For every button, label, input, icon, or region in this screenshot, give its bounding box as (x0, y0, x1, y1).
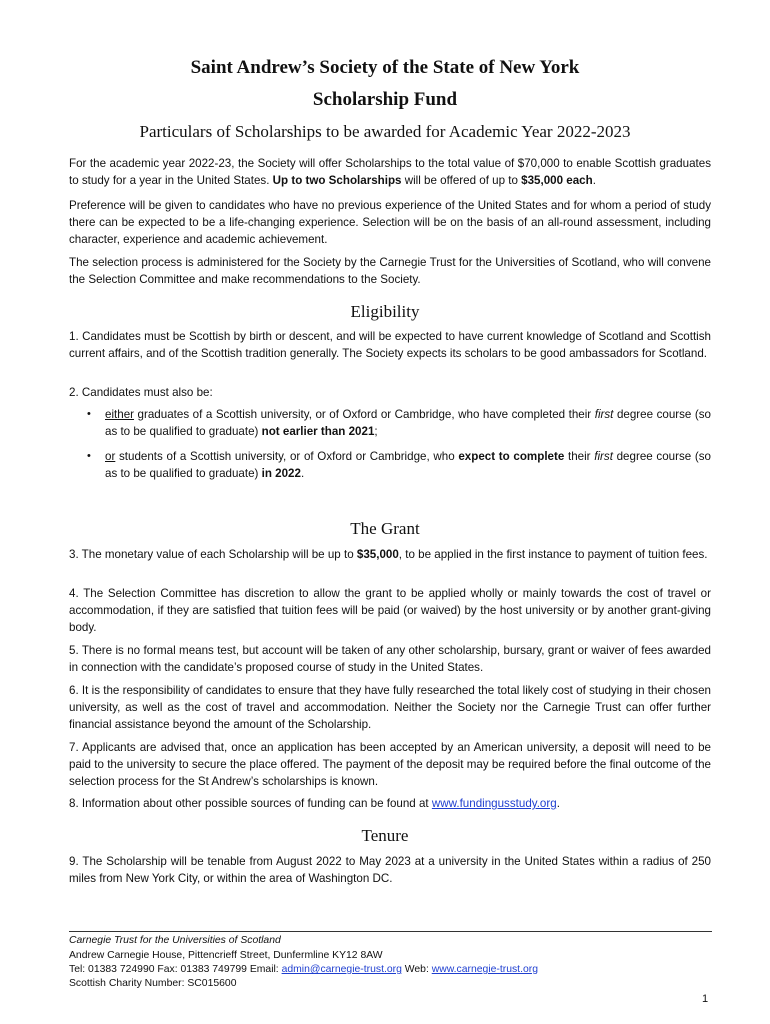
text-run: graduates of a Scottish university, or of Oxford or Cambridge, who have completed their (134, 408, 595, 421)
text-run: . (556, 797, 560, 810)
text-run: degree course (so as to be qualified to graduate) (105, 450, 711, 480)
text-run: 3. The monetary value of each Scholarship will be up to (69, 548, 357, 561)
footer-divider (69, 931, 712, 932)
text-run: . (592, 174, 596, 187)
text-run-bold: Up to two Scholarships (272, 174, 402, 187)
grant-item-3 (69, 546, 711, 563)
grant-item-4: 4. The Selection Committee has discretion to allow the grant to be applied wholly or mainly towards the cost of travel or accommodation, if they are satisfied that tuition fees will be paid (or waived) by the host university or by another grant-giving body. (69, 587, 711, 634)
text-run: degree course (so as to be qualified to graduate) (105, 408, 712, 438)
text-run: 8. Information about other possible sources of funding can be found at (69, 797, 432, 810)
footer-org (69, 934, 711, 949)
text-run-bold: in 2022 (261, 467, 301, 480)
text-run: For the academic year 2022-23, the Society will offer Scholarships to the total value of $70,000 to enable Scottish graduates to study for a year in the United States. (69, 157, 711, 187)
text-run-bold: not earlier than 2021 (261, 425, 375, 438)
grant-item-6: 6. It is the responsibility of candidates to ensure that they have fully researched the total likely cost of studying in their chosen university, as well as the cost of travel and accommodation. Neither the Society nor the Carnegie Trust can offer further financial assistance beyond the amount of the Scholarship. (69, 684, 711, 731)
text-run-italic: first (594, 450, 613, 463)
email-link[interactable]: admin@carnegie-trust.org (281, 964, 402, 975)
intro-paragraph-3: The selection process is administered for the Society by the Carnegie Trust for the Universities of Scotland, who will convene the Selection Committee and make recommendations to the Society. (69, 256, 711, 286)
document-title-line-2: Scholarship Fund (312, 89, 458, 110)
text-run: will be offered of up to (401, 174, 522, 187)
text-run-bold: expect to complete (458, 450, 565, 463)
eligibility-bullet-1 (105, 406, 711, 440)
footer-org-name: Carnegie Trust for the Universities of Scotland (69, 935, 281, 946)
text-run: their (564, 450, 595, 463)
eligibility-heading: Eligibility (350, 302, 420, 321)
grant-item-7: 7. Applicants are advised that, once an application has been accepted by an American university, a deposit will need to be paid to the university to secure the place offered. The payment of the deposit may be required before the final outcome of the selection process for the St Andrew’s scholarships is known. (69, 741, 711, 788)
footer-address: Andrew Carnegie House, Pittencrieff Street, Dunfermline KY12 8AW (69, 950, 383, 961)
website-link[interactable]: www.carnegie-trust.org (431, 964, 538, 975)
tenure-heading: Tenure (361, 826, 409, 845)
funding-website-link[interactable]: www.fundingusstudy.org (431, 797, 557, 810)
eligibility-bullet-2 (105, 448, 711, 482)
document-title-line-1: Saint Andrew’s Society of the State of New York (190, 57, 580, 78)
text-run: students of a Scottish university, or of Oxford or Cambridge, who (115, 450, 459, 463)
text-run: Tel: 01383 724990 Fax: 01383 749799 Email: (69, 964, 282, 975)
text-run-bold: $35,000 each (521, 174, 593, 187)
footer-contact (69, 963, 711, 978)
text-run-italic: first (594, 408, 614, 421)
intro-paragraph-1 (69, 155, 711, 189)
text-run-bold: $35,000 (356, 548, 399, 561)
text-run-underlined: either (105, 408, 135, 421)
intro-paragraph-2: Preference will be given to candidates who have no previous experience of the United States and for whom a period of study there can be expected to be a life-changing experience. Selection will be on the basis of an all-round assessment, including character, experience and academic achievement. (69, 199, 711, 246)
footer-charity-number: Scottish Charity Number: SC015600 (69, 978, 237, 989)
page-number: 1 (702, 993, 709, 1005)
bullet-icon: • (87, 450, 91, 462)
text-run: ; (374, 425, 378, 438)
eligibility-item-2: 2. Candidates must also be: (69, 386, 213, 399)
text-run: . (300, 467, 305, 480)
document-subtitle: Particulars of Scholarships to be awarded for Academic Year 2022-2023 (139, 122, 631, 141)
tenure-item-9: 9. The Scholarship will be tenable from August 2022 to May 2023 at a university in the United States within a radius of 250 miles from New York City, or within the area of Washington DC. (69, 855, 711, 885)
bullet-icon: • (87, 408, 91, 420)
grant-item-5: 5. There is no formal means test, but account will be taken of any other scholarship, bursary, grant or waiver of fees awarded in connection with the candidate’s proposed course of study in the United States. (69, 644, 711, 674)
text-run: , to be applied in the first instance to payment of tuition fees. (398, 548, 708, 561)
text-run: Web: (401, 964, 432, 975)
text-run-underlined: or (105, 450, 116, 463)
grant-heading: The Grant (350, 519, 420, 538)
eligibility-item-1: 1. Candidates must be Scottish by birth or descent, and will be expected to have current knowledge of Scotland and Scottish current affairs, and of the Scottish tradition generally. The Society expects its scholars to be good ambassadors for Scotland. (69, 330, 711, 360)
grant-item-8 (69, 795, 711, 812)
